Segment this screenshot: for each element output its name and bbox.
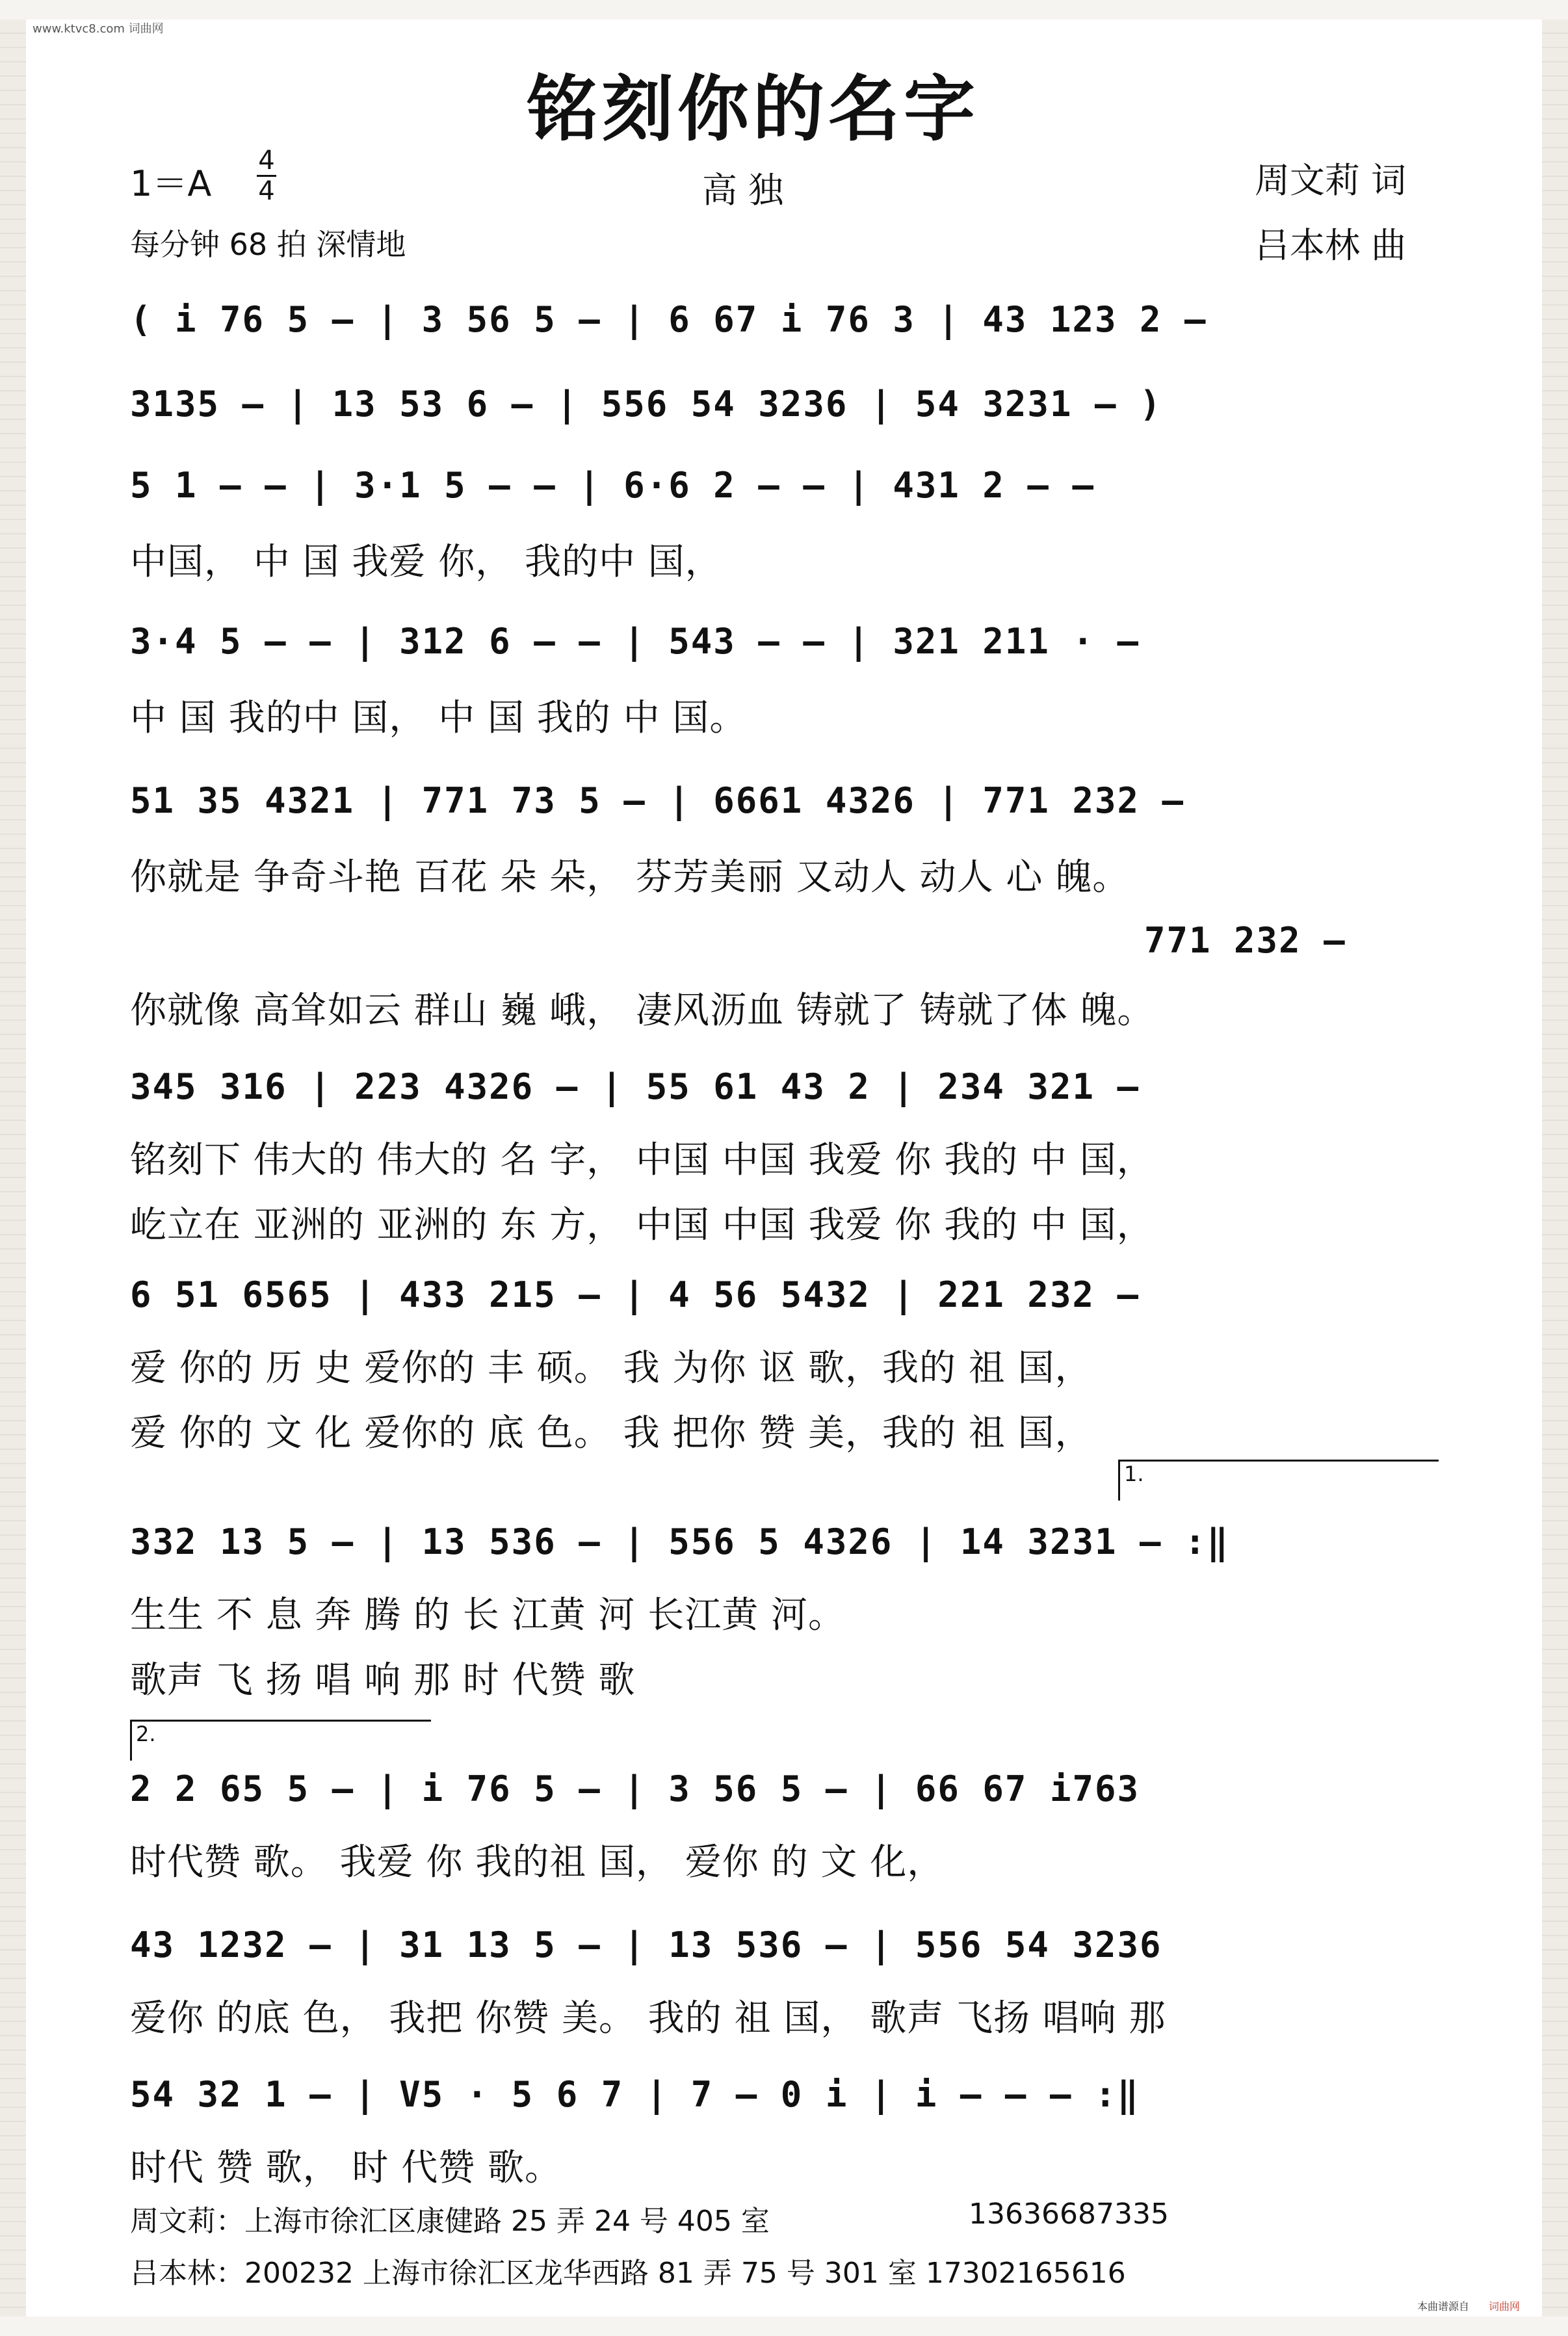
notation-line: 345 316 | 223 4326 – | 55 61 43 2 | 234 321 –	[130, 1066, 1140, 1107]
lyric-line: 生生 不 息 奔 腾 的 长 江黄 河 长江黄 河。	[130, 1594, 846, 1636]
notation-line: 51 35 4321 | 771 73 5 – | 6661 4326 | 771 232 –	[130, 780, 1185, 821]
lyric-line: 时代 赞 歌， 时 代赞 歌。	[130, 2147, 562, 2189]
lyric-line: 铭刻下 伟大的 伟大的 名 字， 中国 中国 我爱 你 我的 中 国，	[130, 1139, 1154, 1181]
notation-line: ( i 76 5 – | 3 56 5 – | 6 67 i 76 3 | 43 123 2 –	[130, 299, 1207, 340]
lyricist-credit: 周文莉 词	[1255, 160, 1407, 201]
volta-bracket-2	[130, 1720, 431, 1761]
right-margin-strip	[1542, 20, 1568, 2316]
lyric-line: 你就像 高耸如云 群山 巍 峨， 凄风沥血 铸就了 铸就了体 魄。	[130, 990, 1155, 1032]
time-sig-bottom: 4	[257, 175, 276, 205]
lyric-line: 中国， 中 国 我爱 你， 我的中 国，	[130, 541, 722, 583]
lyric-line: 你就是 争奇斗艳 百花 朵 朵， 芬芳美丽 又动人 动人 心 魄。	[130, 856, 1130, 899]
volta-bracket-1	[1118, 1460, 1439, 1501]
lyric-line: 时代赞 歌。 我爱 你 我的祖 国， 爱你 的 文 化，	[130, 1841, 945, 1883]
lyricist-address: 周文莉：上海市徐汇区康健路 25 弄 24 号 405 室	[130, 2205, 770, 2238]
composer-address: 吕本林：200232 上海市徐汇区龙华西路 81 弄 75 号 301 室 17302165616	[130, 2257, 1126, 2290]
lyric-line: 屹立在 亚洲的 亚洲的 东 方， 中国 中国 我爱 你 我的 中 国，	[130, 1204, 1154, 1246]
volta-2-label: 2.	[136, 1722, 156, 1746]
composer-credit: 吕本林 曲	[1255, 225, 1407, 266]
notation-line: 3135 – | 13 53 6 – | 556 54 3236 | 54 3231 – )	[130, 384, 1162, 425]
time-sig-top: 4	[258, 146, 275, 176]
notation-line: 3·4 5 – – | 312 6 – – | 543 – – | 321 211 · –	[130, 621, 1140, 662]
notation-line: 771 232 –	[1144, 920, 1346, 961]
site-label: www.ktvc8.com 词曲网	[33, 22, 164, 36]
volta-1-label: 1.	[1124, 1462, 1144, 1486]
tempo-marking: 每分钟 68 拍 深情地	[130, 227, 406, 262]
source-brand: 词曲网	[1489, 2300, 1521, 2313]
notation-line: 5 1 – – | 3·1 5 – – | 6·6 2 – – | 431 2 – –	[130, 465, 1095, 506]
key-signature: 1＝A	[130, 163, 212, 204]
lyric-line: 爱 你的 文 化 爱你的 底 色。 我 把你 赞 美，我的 祖 国，	[130, 1412, 1092, 1454]
left-margin-strip	[0, 20, 26, 2316]
source-label: 本曲谱源自	[1417, 2300, 1470, 2313]
lyric-line: 歌声 飞 扬 唱 响 那 时 代赞 歌	[130, 1659, 636, 1701]
notation-line: 43 1232 – | 31 13 5 – | 13 536 – | 556 54 3236	[130, 1924, 1162, 1965]
notation-line: 6 51 6565 | 433 215 – | 4 56 5432 | 221 232 –	[130, 1274, 1140, 1315]
voice-type: 高 独	[702, 170, 784, 211]
time-signature	[257, 146, 276, 205]
notation-line: 2 2 65 5 – | i 76 5 – | 3 56 5 – | 66 67 i763	[130, 1768, 1140, 1809]
notation-line: 54 32 1 – | V5 · 5 6 7 | 7 – 0 i | i – – – :‖	[130, 2074, 1140, 2115]
score-sheet	[26, 20, 1542, 2316]
lyric-line: 爱你 的底 色， 我把 你赞 美。 我的 祖 国， 歌声 飞扬 唱响 那	[130, 1997, 1166, 2040]
lyric-line: 中 国 我的中 国， 中 国 我的 中 国。	[130, 697, 747, 739]
lyric-line: 爱 你的 历 史 爱你的 丰 硕。 我 为你 讴 歌，我的 祖 国，	[130, 1347, 1092, 1389]
notation-line: 332 13 5 – | 13 536 – | 556 5 4326 | 14 3231 – :‖	[130, 1521, 1230, 1562]
lyricist-phone: 13636687335	[969, 2198, 1169, 2231]
song-title: 铭刻你的名字	[527, 68, 979, 151]
